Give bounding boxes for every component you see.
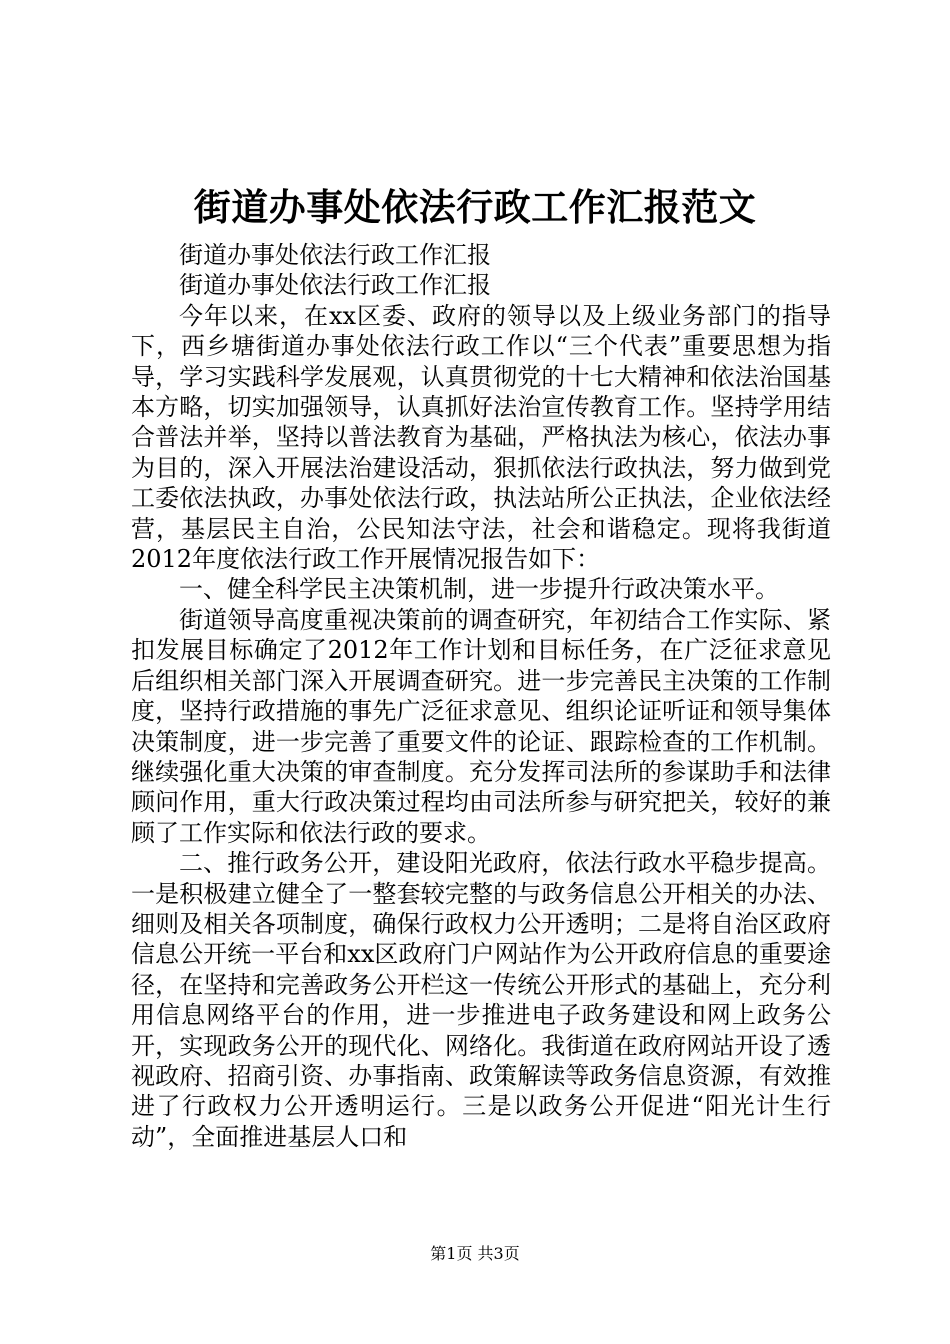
body-paragraph: 今年以来，在xx区委、政府的领导以及上级业务部门的指导下，西乡塘街道办事处依法行政工作以“三个代表”重要思想为指导，学习实践科学发展观，认真贯彻党的十七大精神和依法治国基本方略，切实加强领导，认真抓好法治宣传教育工作。坚持学用结合普法并举，坚持以普法教育为基础，严格执法为核心，依法办事为目的，深入开展法治建设活动，狠抓依法行政执法，努力做到党工委依法执政，办事处依法行政，执法站所公正执法，企业依法经营，基层民主自治，公民知法守法，社会和谐稳定。现将我街道2012年度依法行政工作开展情况报告如下： — [131, 301, 831, 574]
page-footer: 第1页 共3页 — [430, 1244, 520, 1263]
body-paragraph: 二、推行政务公开，建设阳光政府，依法行政水平稳步提高。一是积极建立健全了一整套较完整的与政务信息公开相关的办法、细则及相关各项制度，确保行政权力公开透明；二是将自治区政府信息公开统一平台和xx区政府门户网站作为公开政府信息的重要途径，在坚持和完善政务公开栏这一传统公开形式的基础上，充分利用信息网络平台的作用，进一步推进电子政务建设和网上政务公开，实现政务公开的现代化、网络化。我街道在政府网站开设了透视政府、招商引资、办事指南、政策解读等政务信息资源，有效推进了行政权力公开透明运行。三是以政务公开促进“阳光计生行动”，全面推进基层人口和 — [131, 849, 831, 1151]
subtitle-line: 街道办事处依法行政工作汇报 — [179, 271, 491, 300]
document-body — [131, 240, 831, 1152]
subtitle-line: 街道办事处依法行政工作汇报 — [179, 241, 491, 269]
section-heading: 一、健全科学民主决策机制，进一步提升行政决策水平。 — [179, 575, 779, 604]
page-title: 街道办事处依法行政工作汇报范文 — [193, 185, 757, 229]
body-paragraph: 街道领导高度重视决策前的调查研究，年初结合工作实际、紧扣发展目标确定了2012年工作计划和目标任务，在广泛征求意见后组织相关部门深入开展调查研究。进一步完善民主决策的工作制度，坚持行政措施的事先广泛征求意见、组织论证听证和领导集体决策制度，进一步完善了重要文件的论证、跟踪检查的工作机制。继续强化重大决策的审查制度。充分发挥司法所的参谋助手和法律顾问作用，重大行政决策过程均由司法所参与研究把关，较好的兼顾了工作实际和依法行政的要求。 — [131, 605, 831, 847]
